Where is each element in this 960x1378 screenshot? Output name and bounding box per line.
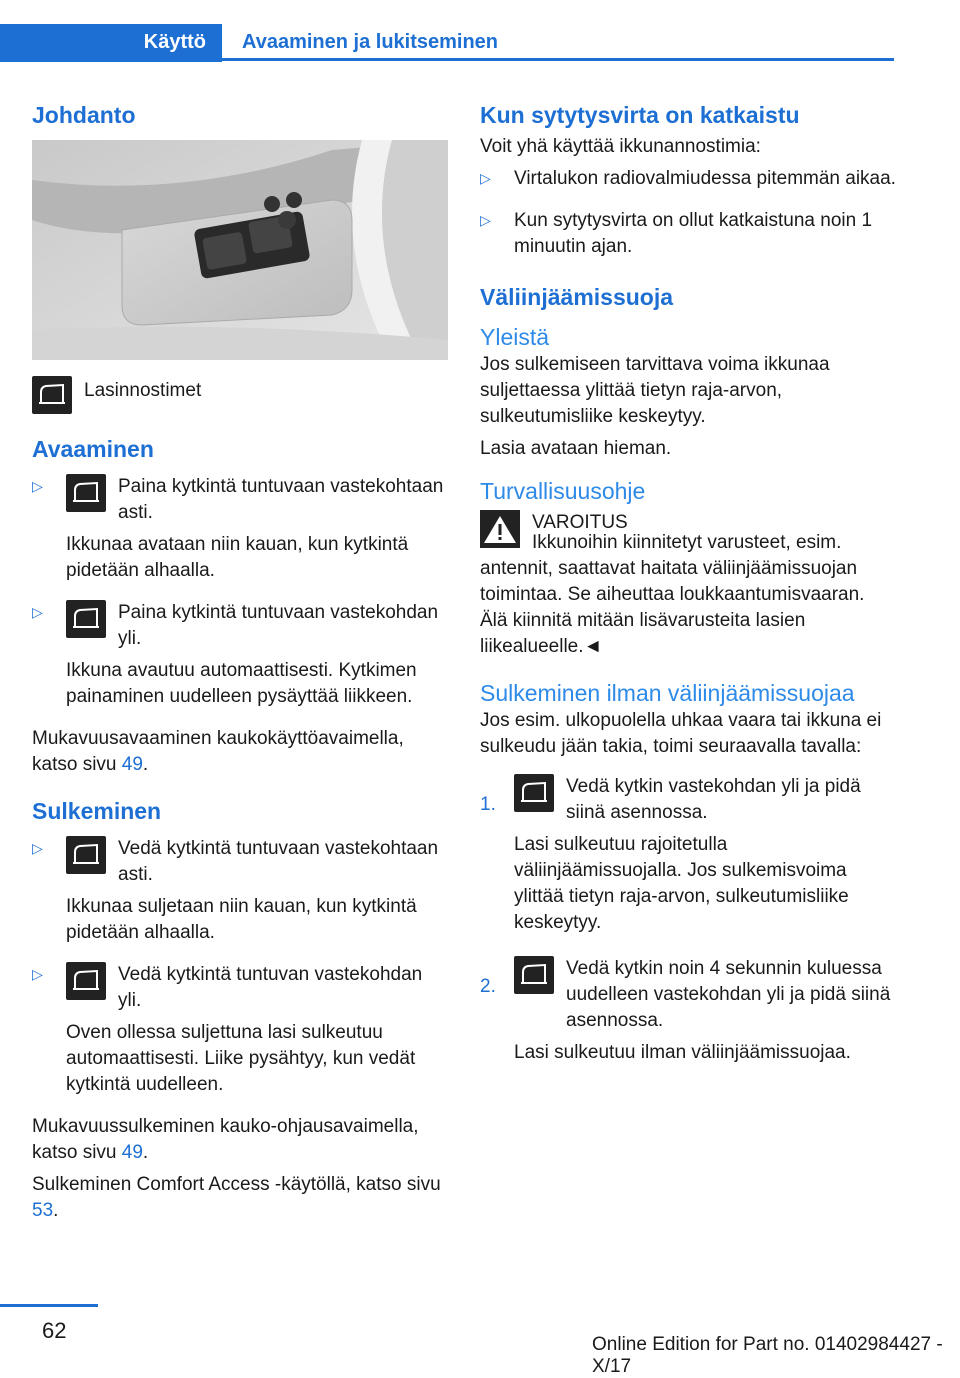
item-lead: Vedä kytkintä tuntuvaan vastekohtaan asti. — [118, 838, 439, 885]
opening-heading: Avaaminen — [32, 436, 154, 462]
edition-note: Online Edition for Part no. 01402984427 - X/17 — [592, 1334, 943, 1377]
triangle-marker-icon: ▷ — [32, 840, 43, 856]
general-text-2: Lasia avataan hieman. — [480, 438, 672, 459]
list-item — [32, 962, 448, 1104]
step-number: 2. — [480, 976, 496, 997]
comfort-open-note: Mukavuusavaaminen kaukokäyttöavaimella, katso sivu 49. — [32, 728, 404, 775]
item-detail: Ikkunaa suljetaan niin kauan, kun kytkintä pidetään alhaalla. — [66, 896, 417, 943]
footer-rule — [0, 1304, 98, 1307]
header-rule — [222, 58, 894, 61]
caption-text: Lasinnostimet — [84, 380, 202, 401]
list-item — [480, 208, 896, 266]
closing-heading: Sulkeminen — [32, 798, 162, 824]
window-icon — [66, 962, 106, 1000]
item-lead: Paina kytkintä tuntuvaan vastekohdan yli. — [118, 602, 439, 649]
section-tab: Käyttö — [0, 24, 222, 62]
chapter-title: Avaaminen ja lukitseminen — [222, 24, 894, 62]
comfort-close-note: Mukavuussulkeminen kauko-ohjausavaimella, katso sivu 49. — [32, 1116, 419, 1163]
item-detail: Ikkuna avautuu automaattisesti. Kytkimen painaminen uudelleen pysäyttää liikkeen. — [66, 660, 417, 707]
triangle-marker-icon: ▷ — [32, 604, 43, 620]
item-detail: Oven ollessa suljettuna lasi sulkeutuu automaattisesti. Liike pysähtyy, kun vedät kytkintä uudelleen. — [66, 1022, 416, 1095]
safety-heading: Turvallisuusohje — [480, 478, 646, 504]
list-item — [480, 166, 896, 198]
triangle-marker-icon: ▷ — [480, 170, 491, 186]
item-detail: Ikkunaa avataan niin kauan, kun kytkintä pidetään alhaalla. — [66, 534, 409, 581]
item-lead: Vedä kytkintä tuntuvan vastekohdan yli. — [118, 964, 423, 1011]
page-link[interactable]: 49 — [121, 1142, 143, 1163]
window-switch-photo — [32, 140, 448, 360]
page-link[interactable]: 53 — [32, 1200, 54, 1221]
right-column — [480, 100, 896, 1086]
intro-heading: Johdanto — [32, 102, 136, 128]
list-item — [32, 836, 448, 952]
step-lead: Vedä kytkin vastekohdan yli ja pidä siinä asennossa. — [566, 776, 861, 823]
triangle-marker-icon: ▷ — [32, 966, 43, 982]
page-header — [0, 0, 960, 62]
warning-text: Ikkunoihin kiinnitetyt varusteet, esim. antennit, saattavat haitata väliinjäämissuojan toimintaa. Se aiheuttaa loukkaantumisvaaran. Älä kiinnitä mitään lisävarusteita lasien liikealueelle.◄ — [480, 532, 865, 657]
list-item — [480, 956, 896, 1072]
ignition-intro: Voit yhä käyttää ikkunannostimia: — [480, 136, 761, 157]
window-icon — [66, 600, 106, 638]
list-item — [480, 774, 896, 942]
photo-caption — [32, 376, 448, 414]
step-number: 1. — [480, 794, 496, 815]
no-pinch-heading: Sulkeminen ilman väliinjäämissuojaa — [480, 680, 855, 706]
window-icon — [32, 376, 72, 414]
list-item — [32, 600, 448, 716]
window-icon — [514, 774, 554, 812]
item-text: Virtalukon radiovalmiudessa pitemmän aikaa. — [514, 168, 896, 189]
window-icon — [66, 474, 106, 512]
general-heading: Yleistä — [480, 324, 550, 350]
window-switch-illustration — [32, 140, 448, 360]
triangle-marker-icon: ▷ — [32, 478, 43, 494]
general-text: Jos sulkemiseen tarvittava voima ikkunaa suljettaessa ylittää tietyn raja-arvon, sulkeutumisliike keskeytyy. — [480, 354, 830, 427]
item-lead: Paina kytkintä tuntuvaan vastekohtaan asti. — [118, 476, 444, 523]
comfort-access-note: Sulkeminen Comfort Access -käytöllä, katso sivu 53. — [32, 1174, 441, 1221]
warning-triangle-icon — [480, 510, 520, 548]
window-icon — [66, 836, 106, 874]
list-item — [32, 474, 448, 590]
page-link[interactable]: 49 — [121, 754, 143, 775]
step-detail: Lasi sulkeutuu rajoitetulla väliinjäämissuojalla. Jos sulkemisvoima ylittää tietyn raja-arvon, sulkeutumisliike keskeytyy. — [514, 834, 849, 933]
triangle-marker-icon: ▷ — [480, 212, 491, 228]
step-detail: Lasi sulkeutuu ilman väliinjäämissuojaa. — [514, 1042, 851, 1063]
ignition-heading: Kun sytytysvirta on katkaistu — [480, 102, 800, 128]
item-text: Kun sytytysvirta on ollut katkaistuna noin 1 minuutin ajan. — [514, 210, 873, 257]
left-column — [32, 100, 448, 1230]
no-pinch-intro: Jos esim. ulkopuolella uhkaa vaara tai ikkuna ei sulkeudu jään takia, toimi seuraavalla tavalla: — [480, 710, 882, 757]
step-lead: Vedä kytkin noin 4 sekunnin kuluessa uudelleen vastekohdan yli ja pidä siinä asennossa. — [566, 958, 891, 1031]
warning-label: VAROITUS — [532, 512, 628, 533]
page-number: 62 — [42, 1318, 67, 1343]
pinch-heading: Väliinjäämissuoja — [480, 284, 674, 310]
window-icon — [514, 956, 554, 994]
